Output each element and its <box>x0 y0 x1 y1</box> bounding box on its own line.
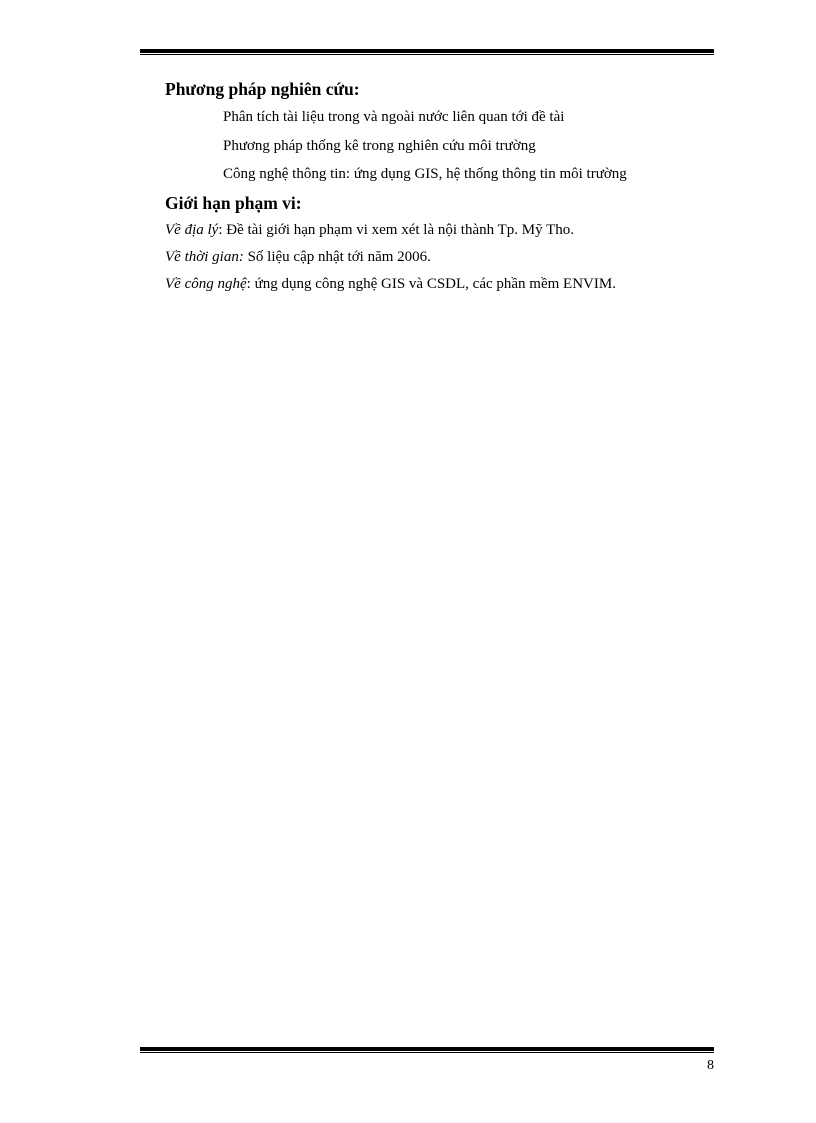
scope-item-time <box>165 244 725 271</box>
method-item: Phân tích tài liệu trong và ngoài nước liên quan tới đề tài <box>223 109 565 125</box>
scope-label: Về thời gian: <box>165 248 244 265</box>
scope-item-geography <box>165 217 725 244</box>
header-rule <box>140 49 714 56</box>
method-item: Công nghệ thông tin: ứng dụng GIS, hệ thống thông tin môi trường <box>223 166 627 182</box>
scope-label: Về công nghệ <box>165 275 247 292</box>
page-content <box>165 75 725 298</box>
scope-heading: Giới hạn phạm vi: <box>165 192 302 213</box>
scope-text: Số liệu cập nhật tới năm 2006. <box>247 248 431 265</box>
scope-label: Về địa lý <box>165 221 219 238</box>
scope-text: ứng dụng công nghệ GIS và CSDL, các phần mềm ENVIM. <box>254 275 616 292</box>
scope-text: Đề tài giới hạn phạm vi xem xét là nội thành Tp. Mỹ Tho. <box>226 221 574 238</box>
research-methods-heading: Phương pháp nghiên cứu: <box>165 79 360 99</box>
page-number: 8 <box>707 1058 714 1073</box>
scope-separator: : <box>246 275 255 292</box>
scope-separator: : <box>218 221 227 238</box>
scope-item-technology <box>165 271 725 298</box>
method-item: Phương pháp thống kê trong nghiên cứu môi trường <box>223 137 536 154</box>
footer-rule <box>140 1047 714 1054</box>
